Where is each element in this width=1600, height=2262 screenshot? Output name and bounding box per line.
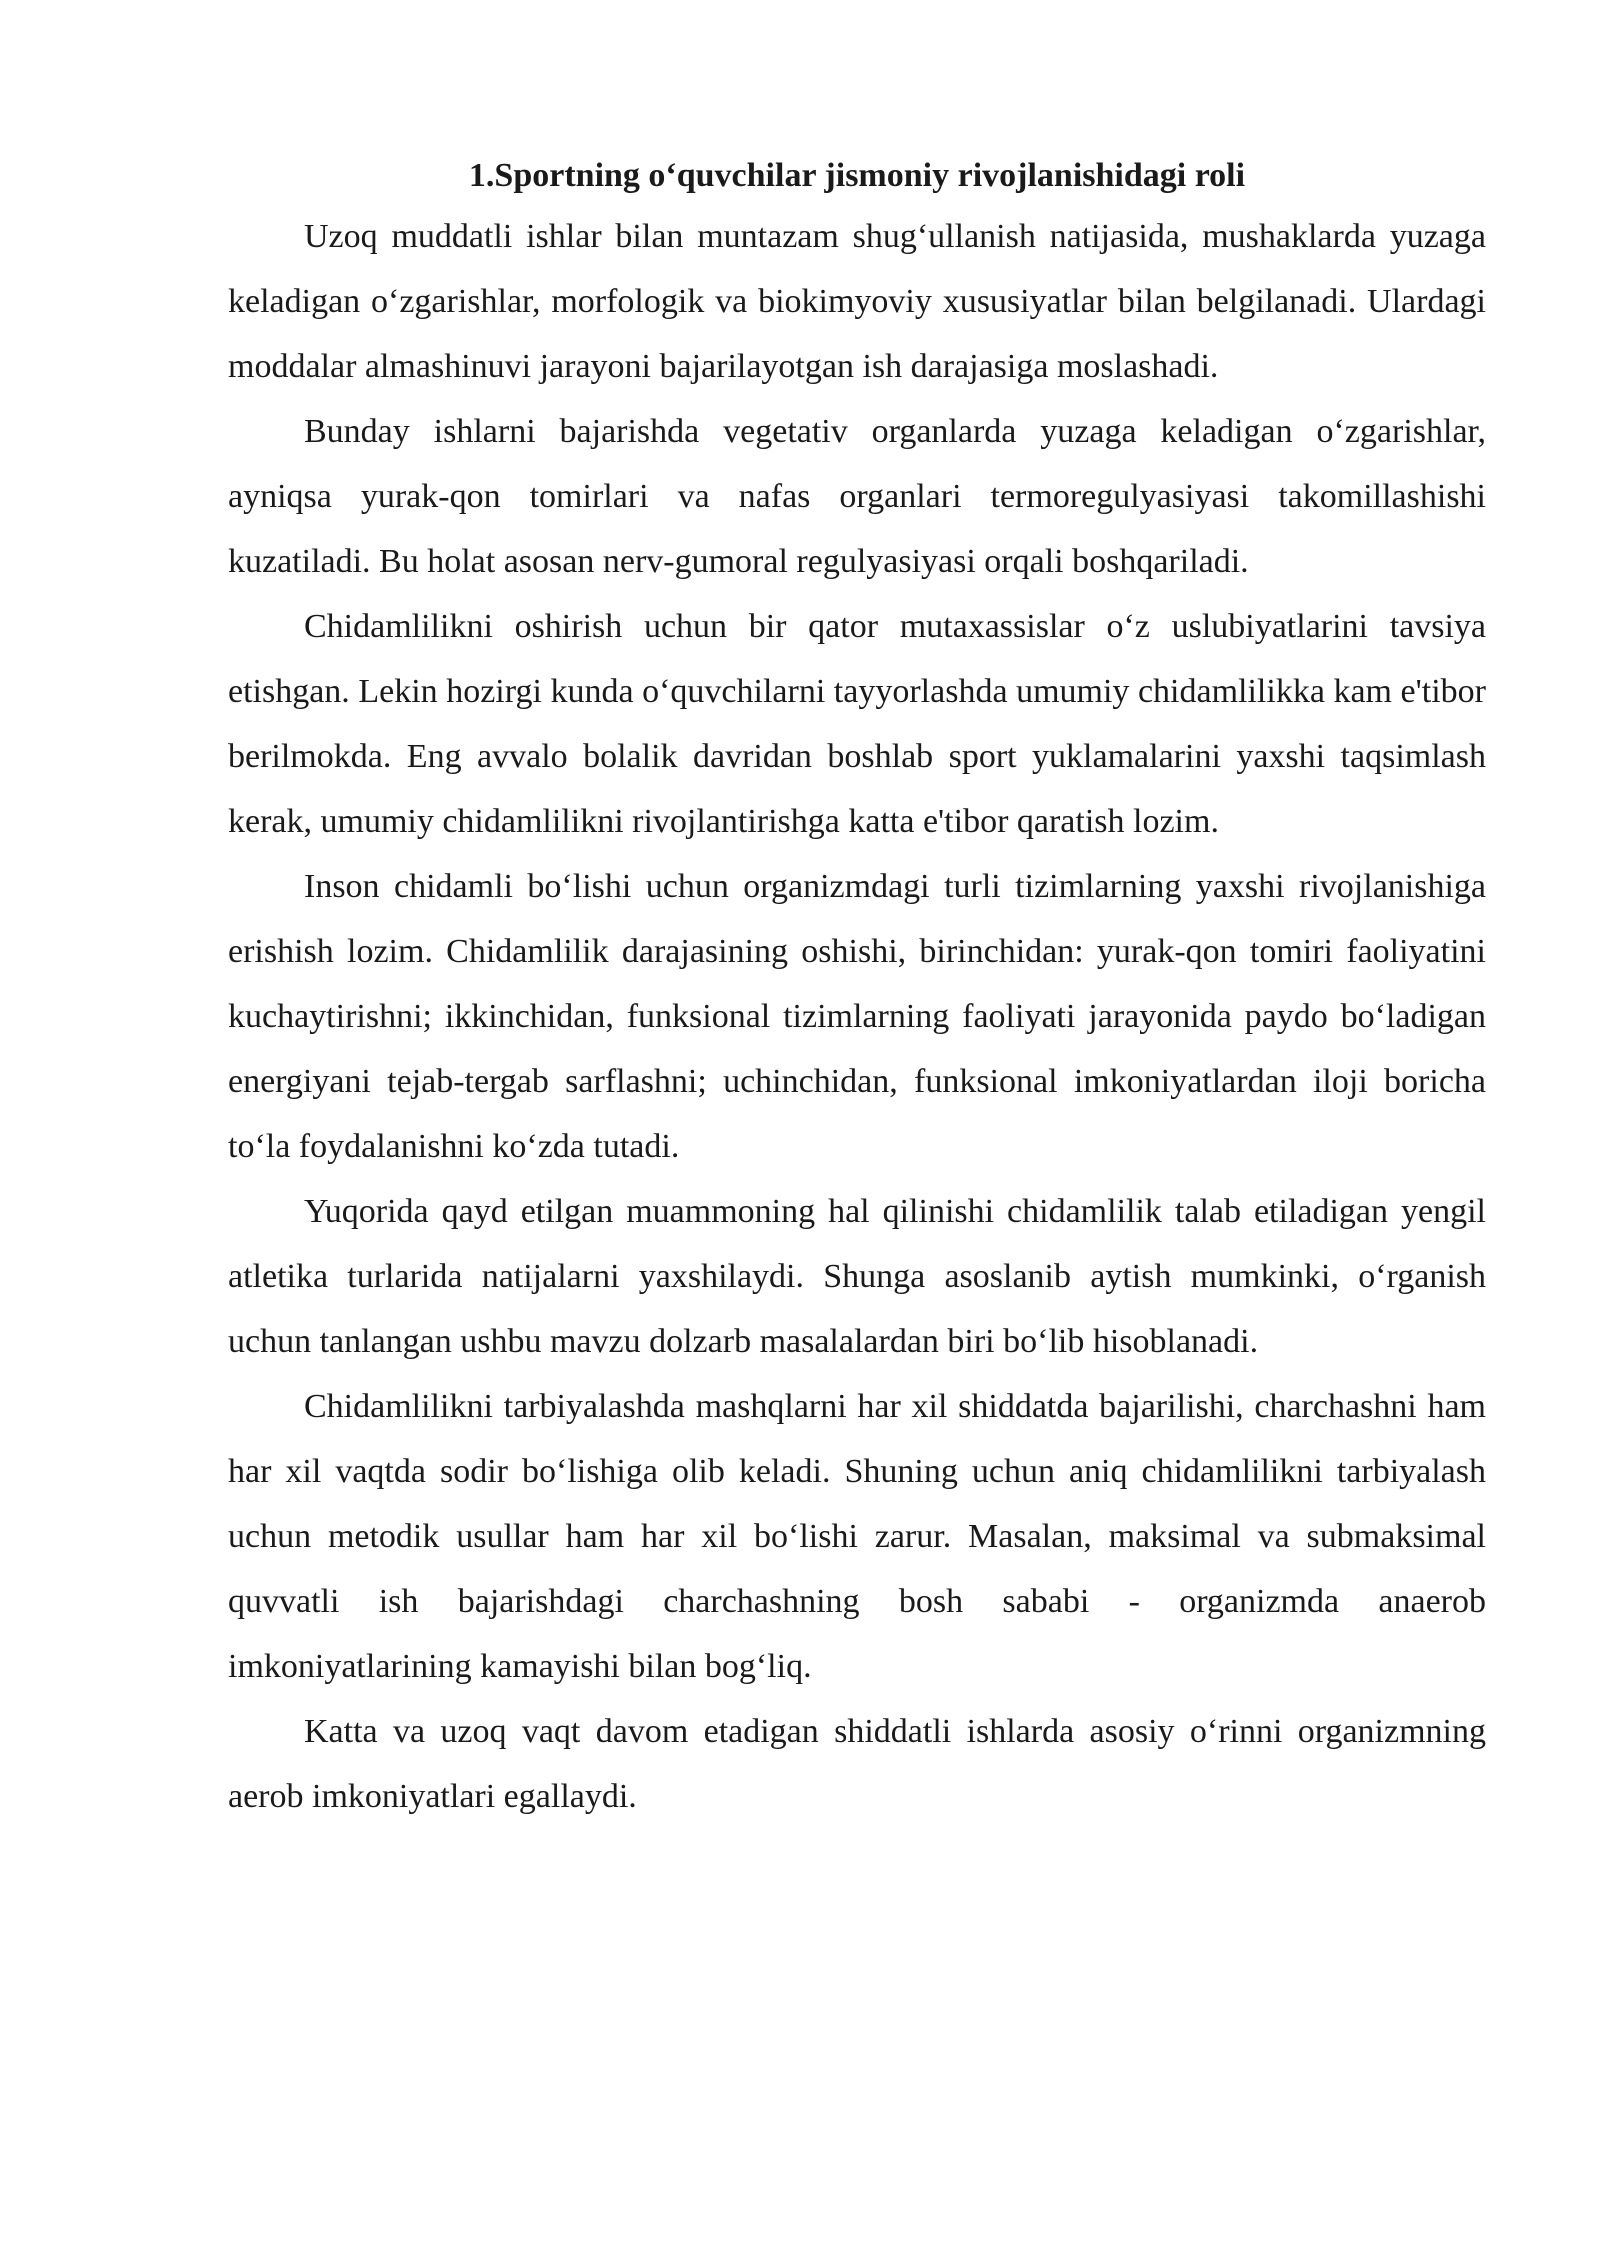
- document-page: [228, 148, 1486, 1829]
- paragraph: Uzoq muddatli ishlar bilan muntazam shug‘ullanish natijasida, mushaklarda yuzaga keladigan o‘zgarishlar, morfologik va biokimyoviy xususiyatlar bilan belgilanadi. Ulardagi moddalar almashinuvi jarayoni bajarilayotgan ish darajasiga moslashadi.: [228, 218, 1486, 385]
- paragraph: Chidamlilikni tarbiyalashda mashqlarni har xil shiddatda bajarilishi, charchashni ham har xil vaqtda sodir bo‘lishiga olib keladi. Shuning uchun aniq chidamlilikni tarbiyalash uchun metodik usullar ham har xil bo‘lishi zarur. Masalan, maksimal va submaksimal quvvatli ish bajarishdagi charchashning bosh sababi - organizmda anaerob imkoniyatlarining kamayishi bilan bog‘liq.: [228, 1388, 1486, 1685]
- paragraph: Inson chidamli bo‘lishi uchun organizmdagi turli tizimlarning yaxshi rivojlanishiga erishish lozim. Chidamlilik darajasining oshishi, birinchidan: yurak-qon tomiri faoliyatini kuchaytirishni; ikkinchidan, funksional tizimlarning faoliyati jarayonida paydo bo‘ladigan energiyani tejab-tergab sarflashni; uchinchidan, funksional imkoniyatlardan iloji boricha to‘la foydalanishni ko‘zda tutadi.: [228, 868, 1486, 1165]
- section-title: 1.Sportning o‘quvchilar jismoniy rivojlanishidagi roli: [468, 157, 1246, 194]
- paragraph: Yuqorida qayd etilgan muammoning hal qilinishi chidamlilik talab etiladigan yengil atletika turlarida natijalarni yaxshilaydi. Shunga asoslanib aytish mumkinki, o‘rganish uchun tanlangan ushbu mavzu dolzarb masalalardan biri bo‘lib hisoblanadi.: [228, 1193, 1486, 1360]
- paragraph: Chidamlilikni oshirish uchun bir qator mutaxassislar o‘z uslubiyatlarini tavsiya etishgan. Lekin hozirgi kunda o‘quvchilarni tayyorlashda umumiy chidamlilikka kam e'tibor berilmokda. Eng avvalo bolalik davridan boshlab sport yuklamalarini yaxshi taqsimlash kerak, umumiy chidamlilikni rivojlantirishga katta e'tibor qaratish lozim.: [228, 608, 1486, 840]
- paragraph: Katta va uzoq vaqt davom etadigan shiddatli ishlarda asosiy o‘rinni organizmning aerob imkoniyatlari egallaydi.: [228, 1713, 1486, 1815]
- paragraph: Bunday ishlarni bajarishda vegetativ organlarda yuzaga keladigan o‘zgarishlar, ayniqsa yurak-qon tomirlari va nafas organlari termoregulyasiyasi takomillashishi kuzatiladi. Bu holat asosan nerv-gumoral regulyasiyasi orqali boshqariladi.: [228, 413, 1486, 580]
